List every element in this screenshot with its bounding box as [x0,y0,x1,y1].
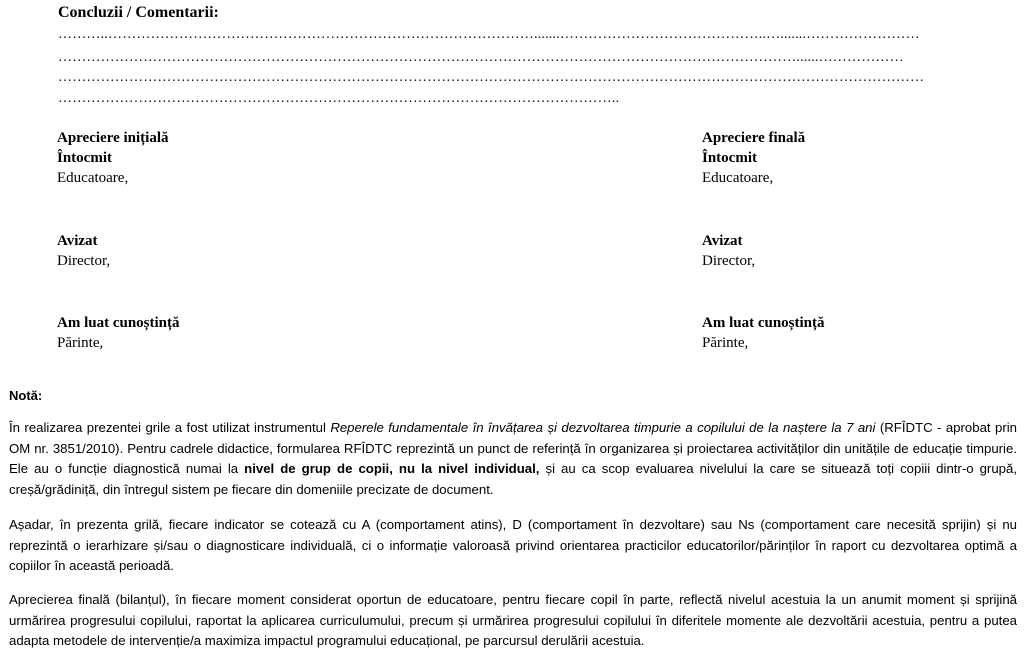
dotted-line-2: …………………………………………………………………………………………………………………………………………......……………… [58,50,904,65]
right-parent-label: Părinte, [702,335,749,351]
dotted-line-4: ……………………………………………………………………………………………………….. [58,91,620,106]
final-prepared-label: Întocmit [702,150,757,166]
note-paragraph-3: Aprecierea finală (bilanțul), în fiecare moment considerat oportun de educatoare, pentru fiecare copil în parte, reflectă nivelul acestuia la un anumit moment și sprijină urmărirea progresului copilului, raportat la aplicarea curriculumului, precum și urmărirea progresului copilului în diferitele momente ale dezvoltării acestuia, pentru a putea adapta metodele de intervenție/a maximiza impactul programului educațional, pe parcursul derulării acestuia. [9,592,1017,649]
note-p1-italic: Reperele fundamentale în învățarea și dezvoltarea timpurie a copilului de la naștere la 7 ani [330,420,876,435]
left-parent-label: Părinte, [57,335,104,351]
right-director-label: Director, [702,253,756,269]
left-approved-block [57,231,110,271]
left-acknowledged-block [57,313,180,353]
initial-educator-label: Educatoare, [57,170,129,186]
dotted-line-3: ………………………………………………………………………………………………………………………………………………………………… [58,70,925,85]
initial-assessment-block [57,128,169,188]
right-acknowledged-block [702,313,825,353]
conclusions-heading: Concluzii / Comentarii: [58,4,219,21]
right-acknowledged-title: Am luat cunoștință [702,315,825,331]
final-assessment-block [702,128,805,188]
left-approved-title: Avizat [57,233,98,249]
note-p1-part-b: (RFÎDTC - aprobat prin OM nr. 3851/2010). Pentru cadrele didactice, formularea RFÎDTC reprezintă un punct de referință în organizarea și proiectarea activităților din unitățile de educație timpurie. Ele au o funcție diagnostică numai la [9,420,1017,477]
note-paragraph-2: Așadar, în prezenta grilă, fiecare indicator se cotează cu A (comportament atins), D (comportament în dezvoltare) sau Ns (comportament care necesită sprijin) și nu reprezintă o ierarhizare și/sau o diagnosticare individuală, ci o informație valoroasă privind orientarea practicilor educatorilor/părinților în raport cu dezvoltarea optimă a copiilor în această perioadă. [9,517,1017,574]
right-approved-title: Avizat [702,233,743,249]
final-assessment-title: Apreciere finală [702,130,806,146]
note-p1-part-c: și au ca scop evaluarea nivelului la care se situează toți copiii dintr-o grupă, creșă/grădiniță, din întregul sistem pe fiecare din domeniile precizate de document. [9,461,1017,497]
note-p1-bold: nivel de grup de copii, nu la nivel individual, [244,461,540,477]
note-label: Notă: [9,388,43,403]
initial-prepared-label: Întocmit [57,150,112,166]
final-educator-label: Educatoare, [702,170,774,186]
left-director-label: Director, [57,253,111,269]
initial-assessment-title: Apreciere inițială [57,130,169,146]
note-paragraph-1 [9,418,1017,500]
right-approved-block [702,231,755,271]
dotted-line-1: ………..……………………………………………………………………………….......……………………………………..….......…………………… [58,27,920,42]
left-acknowledged-title: Am luat cunoștință [57,315,180,331]
note-p1-part-a: În realizarea prezentei grile a fost utilizat instrumentul [9,420,331,435]
